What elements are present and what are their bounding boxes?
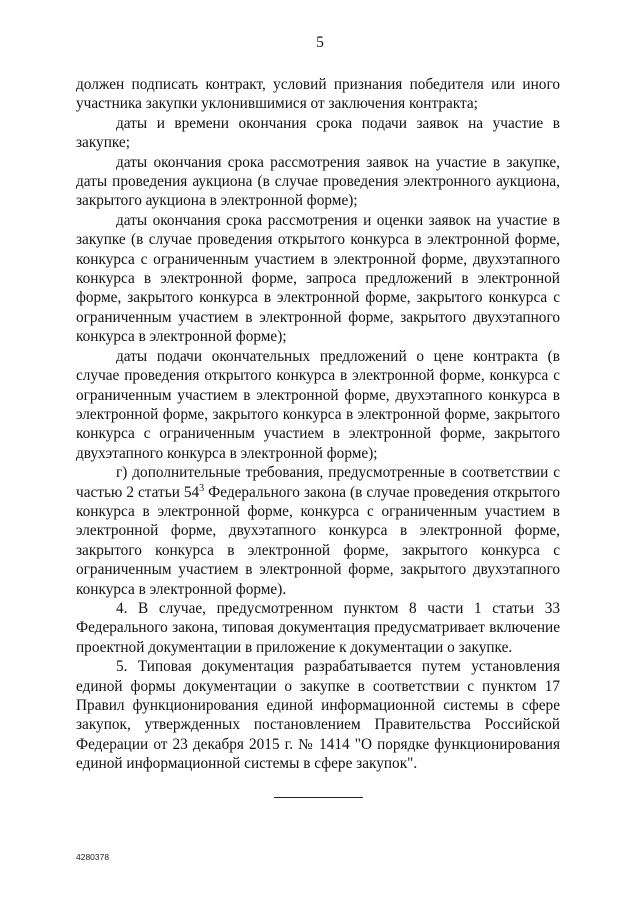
document-body [76, 75, 560, 774]
paragraph-review-deadline: даты окончания срока рассмотрения заявок на участие в закупке, даты проведения аукциона (в случае проведения электронного аукциона, закрытого аукциона в электронной форме); [76, 153, 560, 210]
paragraph-final-offers: даты подачи окончательных предложений о цене контракта (в случае проведения открытого конкурса в электронной форме, конкурса с ограниченным участием в электронной форме, двухэтапного конкурса в электронной форме, закрытого конкурса в электронной форме, закрытого конкурса с ограниченным участием в электронной форме, закрытого двухэтапного конкурса в электронной форме); [76, 347, 560, 462]
paragraph-application-deadline: даты и времени окончания срока подачи заявок на участие в закупке; [76, 114, 560, 152]
page-number: 5 [316, 34, 324, 51]
paragraph-continuation: должен подписать контракт, условий признания победителя или иного участника закупки уклонившимися от заключения контракта; [76, 76, 560, 113]
item-g-text-start: г) дополнительные требования, предусмотренные в соответствии с частью 2 статьи 54 [76, 464, 560, 501]
item-g-text-end: Федерального закона (в случае проведения открытого конкурса в электронной форме, конкурса с ограниченным участием в электронной форме, двухэтапного конкурса в электронной форме, закрытого конкурса в электронной форме, закрытого конкурса с ограниченным участием в электронной форме, закрытого двухэтапного конкурса в электронной форме). [76, 483, 560, 598]
paragraph-item-g [76, 463, 560, 599]
paragraph-item-4: 4. В случае, предусмотренном пунктом 8 части 1 статьи 33 Федерального закона, типовая документация предусматривает включение проектной документации в приложение к документации о закупке. [76, 599, 560, 656]
article-superscript: 3 [199, 482, 205, 494]
document-code: 4280378 [76, 852, 110, 862]
paragraph-evaluation-deadline: даты окончания срока рассмотрения и оценки заявок на участие в закупке (в случае проведения открытого конкурса в электронной форме, конкурса с ограниченным участием в электронной форме, двухэтапного конкурса в электронной форме, запроса предложений в электронной форме, закрытого конкурса в электронной форме, закрытого конкурса с ограниченным участием в электронной форме, закрытого двухэтапного конкурса в электронной форме); [76, 211, 560, 346]
paragraph-item-5: 5. Типовая документация разрабатывается путем установления единой формы документации о закупке в соответствии с пунктом 17 Правил функционирования единой информационной системы в сфере закупок, утвержденных постановлением Правительства Российской Федерации от 23 декабря 2015 г. № 1414 "О порядке функционирования единой информационной системы в сфере закупок". [76, 658, 560, 773]
end-divider [274, 797, 363, 798]
